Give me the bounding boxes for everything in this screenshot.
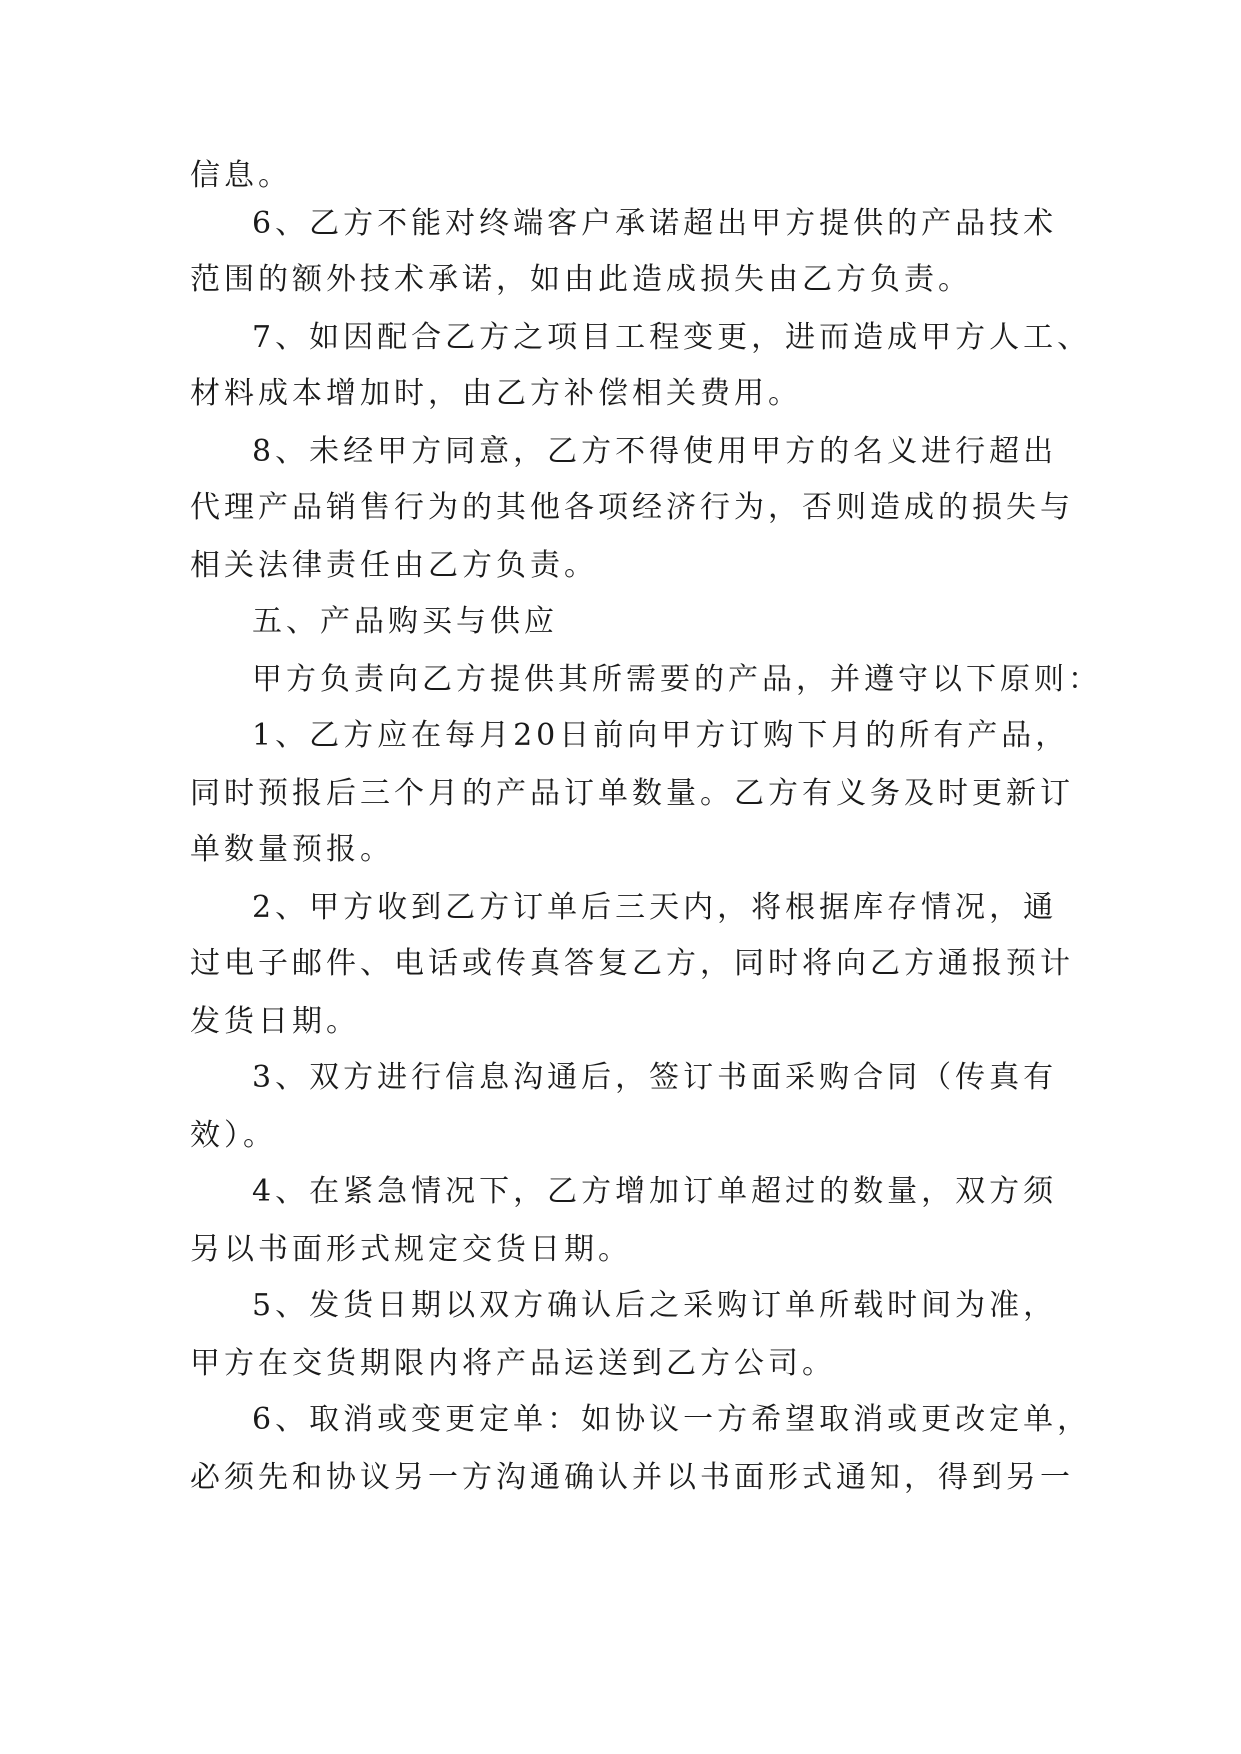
text-line: 代理产品销售行为的其他各项经济行为，否则造成的损失与 [190, 490, 1074, 525]
text-line: 6、乙方不能对终端客户承诺超出甲方提供的产品技术 [252, 206, 1058, 241]
text-line: 7、如因配合乙方之项目工程变更，进而造成甲方人工、 [252, 320, 1092, 355]
text-line: 8、未经甲方同意，乙方不得使用甲方的名义进行超出 [252, 434, 1058, 469]
text-line: 范围的额外技术承诺，如由此造成损失由乙方负责。 [190, 262, 972, 297]
text-line: 4、在紧急情况下，乙方增加订单超过的数量，双方须 [252, 1174, 1058, 1209]
text-line: 甲方负责向乙方提供其所需要的产品，并遵守以下原则： [252, 662, 1102, 697]
text-line: 效）。 [190, 1118, 277, 1153]
text-line: 1、乙方应在每月20日前向甲方订购下月的所有产品， [252, 718, 1070, 753]
text-line: 2、甲方收到乙方订单后三天内，将根据库存情况，通 [252, 890, 1058, 925]
text-line: 同时预报后三个月的产品订单数量。乙方有义务及时更新订 [190, 776, 1074, 811]
text-line: 过电子邮件、电话或传真答复乙方，同时将向乙方通报预计 [190, 946, 1074, 981]
text-line: 必须先和协议另一方沟通确认并以书面形式通知，得到另一 [190, 1460, 1074, 1495]
text-line: 单数量预报。 [190, 832, 394, 867]
text-line: 6、取消或变更定单：如协议一方希望取消或更改定单， [252, 1402, 1092, 1437]
text-line: 甲方在交货期限内将产品运送到乙方公司。 [190, 1346, 836, 1381]
text-line: 材料成本增加时，由乙方补偿相关费用。 [190, 376, 802, 411]
text-line: 发货日期。 [190, 1004, 360, 1039]
section-heading: 五、产品购买与供应 [252, 604, 558, 639]
text-line: 5、发货日期以双方确认后之采购订单所载时间为准， [252, 1288, 1058, 1323]
text-line: 信息。 [190, 158, 292, 193]
text-line: 相关法律责任由乙方负责。 [190, 548, 598, 583]
text-line: 3、双方进行信息沟通后，签订书面采购合同（传真有 [252, 1060, 1058, 1095]
text-line: 另以书面形式规定交货日期。 [190, 1232, 632, 1267]
